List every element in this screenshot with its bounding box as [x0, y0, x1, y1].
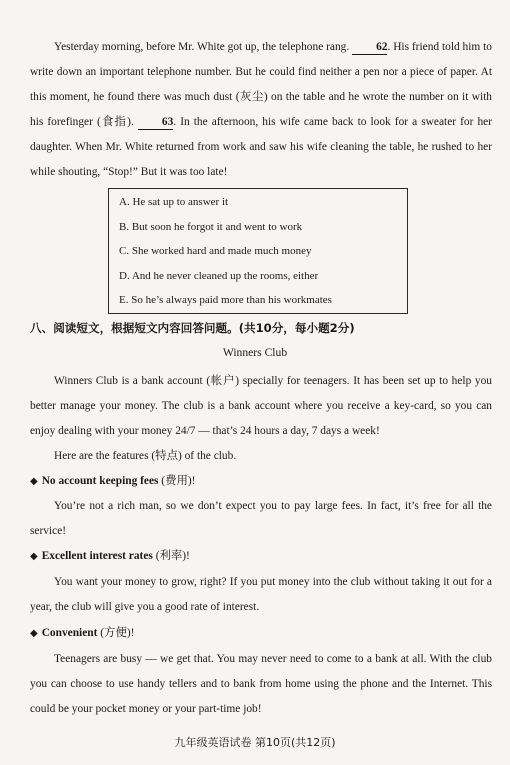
options-box — [108, 188, 408, 314]
section-heading: 八、阅读短文，根据短文内容回答问题。(共10分，每小题2分) — [30, 321, 355, 335]
feature-note: (利率)! — [152, 550, 190, 562]
feature-heading-interest — [30, 547, 190, 563]
diamond-bullet-icon: ◆ — [30, 476, 38, 487]
passage-title: Winners Club — [222, 346, 288, 359]
feature-text-fees: You’re not a rich man, so we don’t expect you to pay large fees. In fact, it’s free for all the service! — [30, 500, 492, 537]
option-c: C. She worked hard and made much money — [119, 245, 312, 257]
diamond-bullet-icon: ◆ — [30, 628, 38, 639]
passage-1: Yesterday morning, before Mr. White got up, the telephone rang. 62. His friend told him to write down an important telephone number. But he could find neither a pen nor a piece of paper. At this moment, he found there was much dust (灰尘) on the table and he wrote the number on it with his forefinger (食指). 63. In the afternoon, his wife came back to look for a sweater for her daughter. When Mr. White returned from work and saw his wife cleaning the table, he rushed to her while shouting, “Stop!” But it was too late! — [30, 41, 492, 178]
option-a: A. He sat up to answer it — [119, 196, 229, 208]
blank-63: 63 — [138, 116, 173, 130]
feature-heading-fees — [30, 472, 195, 488]
feature-title: Excellent interest rates — [41, 550, 153, 562]
option-d: D. And he never cleaned up the rooms, either — [119, 270, 319, 282]
diamond-bullet-icon: ◆ — [30, 551, 38, 562]
blank-62: 62 — [352, 41, 387, 55]
page-footer: 九年级英语试卷 第10页(共12页) — [174, 736, 336, 749]
passage-1-text-a: Yesterday morning, before Mr. White got up, the telephone rang. — [54, 41, 350, 53]
passage-1-text-c: In the afternoon, his wife came back to look for a sweater for her daughter. When Mr. White returned from work and saw his wife cleaning the table, he rushed to her while shouting, “Stop!” But it was too late! — [30, 116, 492, 178]
feature-text-interest: You want your money to grow, right? If you put money into the club without taking it out for a year, the club will give you a good rate of interest. — [30, 576, 492, 613]
passage-1-text-b: His friend told him to write down an important telephone number. But he could find neither a pen nor a piece of paper. At this moment, he found there was much dust (灰尘) on the table and he wrote the number on it with his forefinger (食指). — [30, 41, 492, 128]
feature-title: No account keeping fees — [41, 475, 159, 487]
option-e: E. So he’s always paid more than his workmates — [119, 294, 332, 306]
intro-paragraph: Winners Club is a bank account (帐户) specially for teenagers. It has been set up to help you better manage your money. The club is a bank account where you receive a key-card, so you can enjoy dealing with your money 24/7 — that’s 24 hours a day, 7 days a week! — [30, 375, 492, 437]
feature-note: (方便)! — [97, 627, 135, 639]
feature-heading-convenient — [30, 624, 134, 640]
feature-note: (费用)! — [158, 475, 196, 487]
feature-text-convenient: Teenagers are busy — we get that. You may never need to come to a bank at all. With the club you can choose to use handy tellers and to bank from home using the phone and the Internet. This could be your pocket money or your part-time job! — [30, 653, 492, 715]
features-intro: Here are the features (特点) of the club. — [54, 450, 237, 462]
option-b: B. But soon he forgot it and went to work — [119, 221, 303, 233]
feature-title: Convenient — [41, 627, 98, 639]
